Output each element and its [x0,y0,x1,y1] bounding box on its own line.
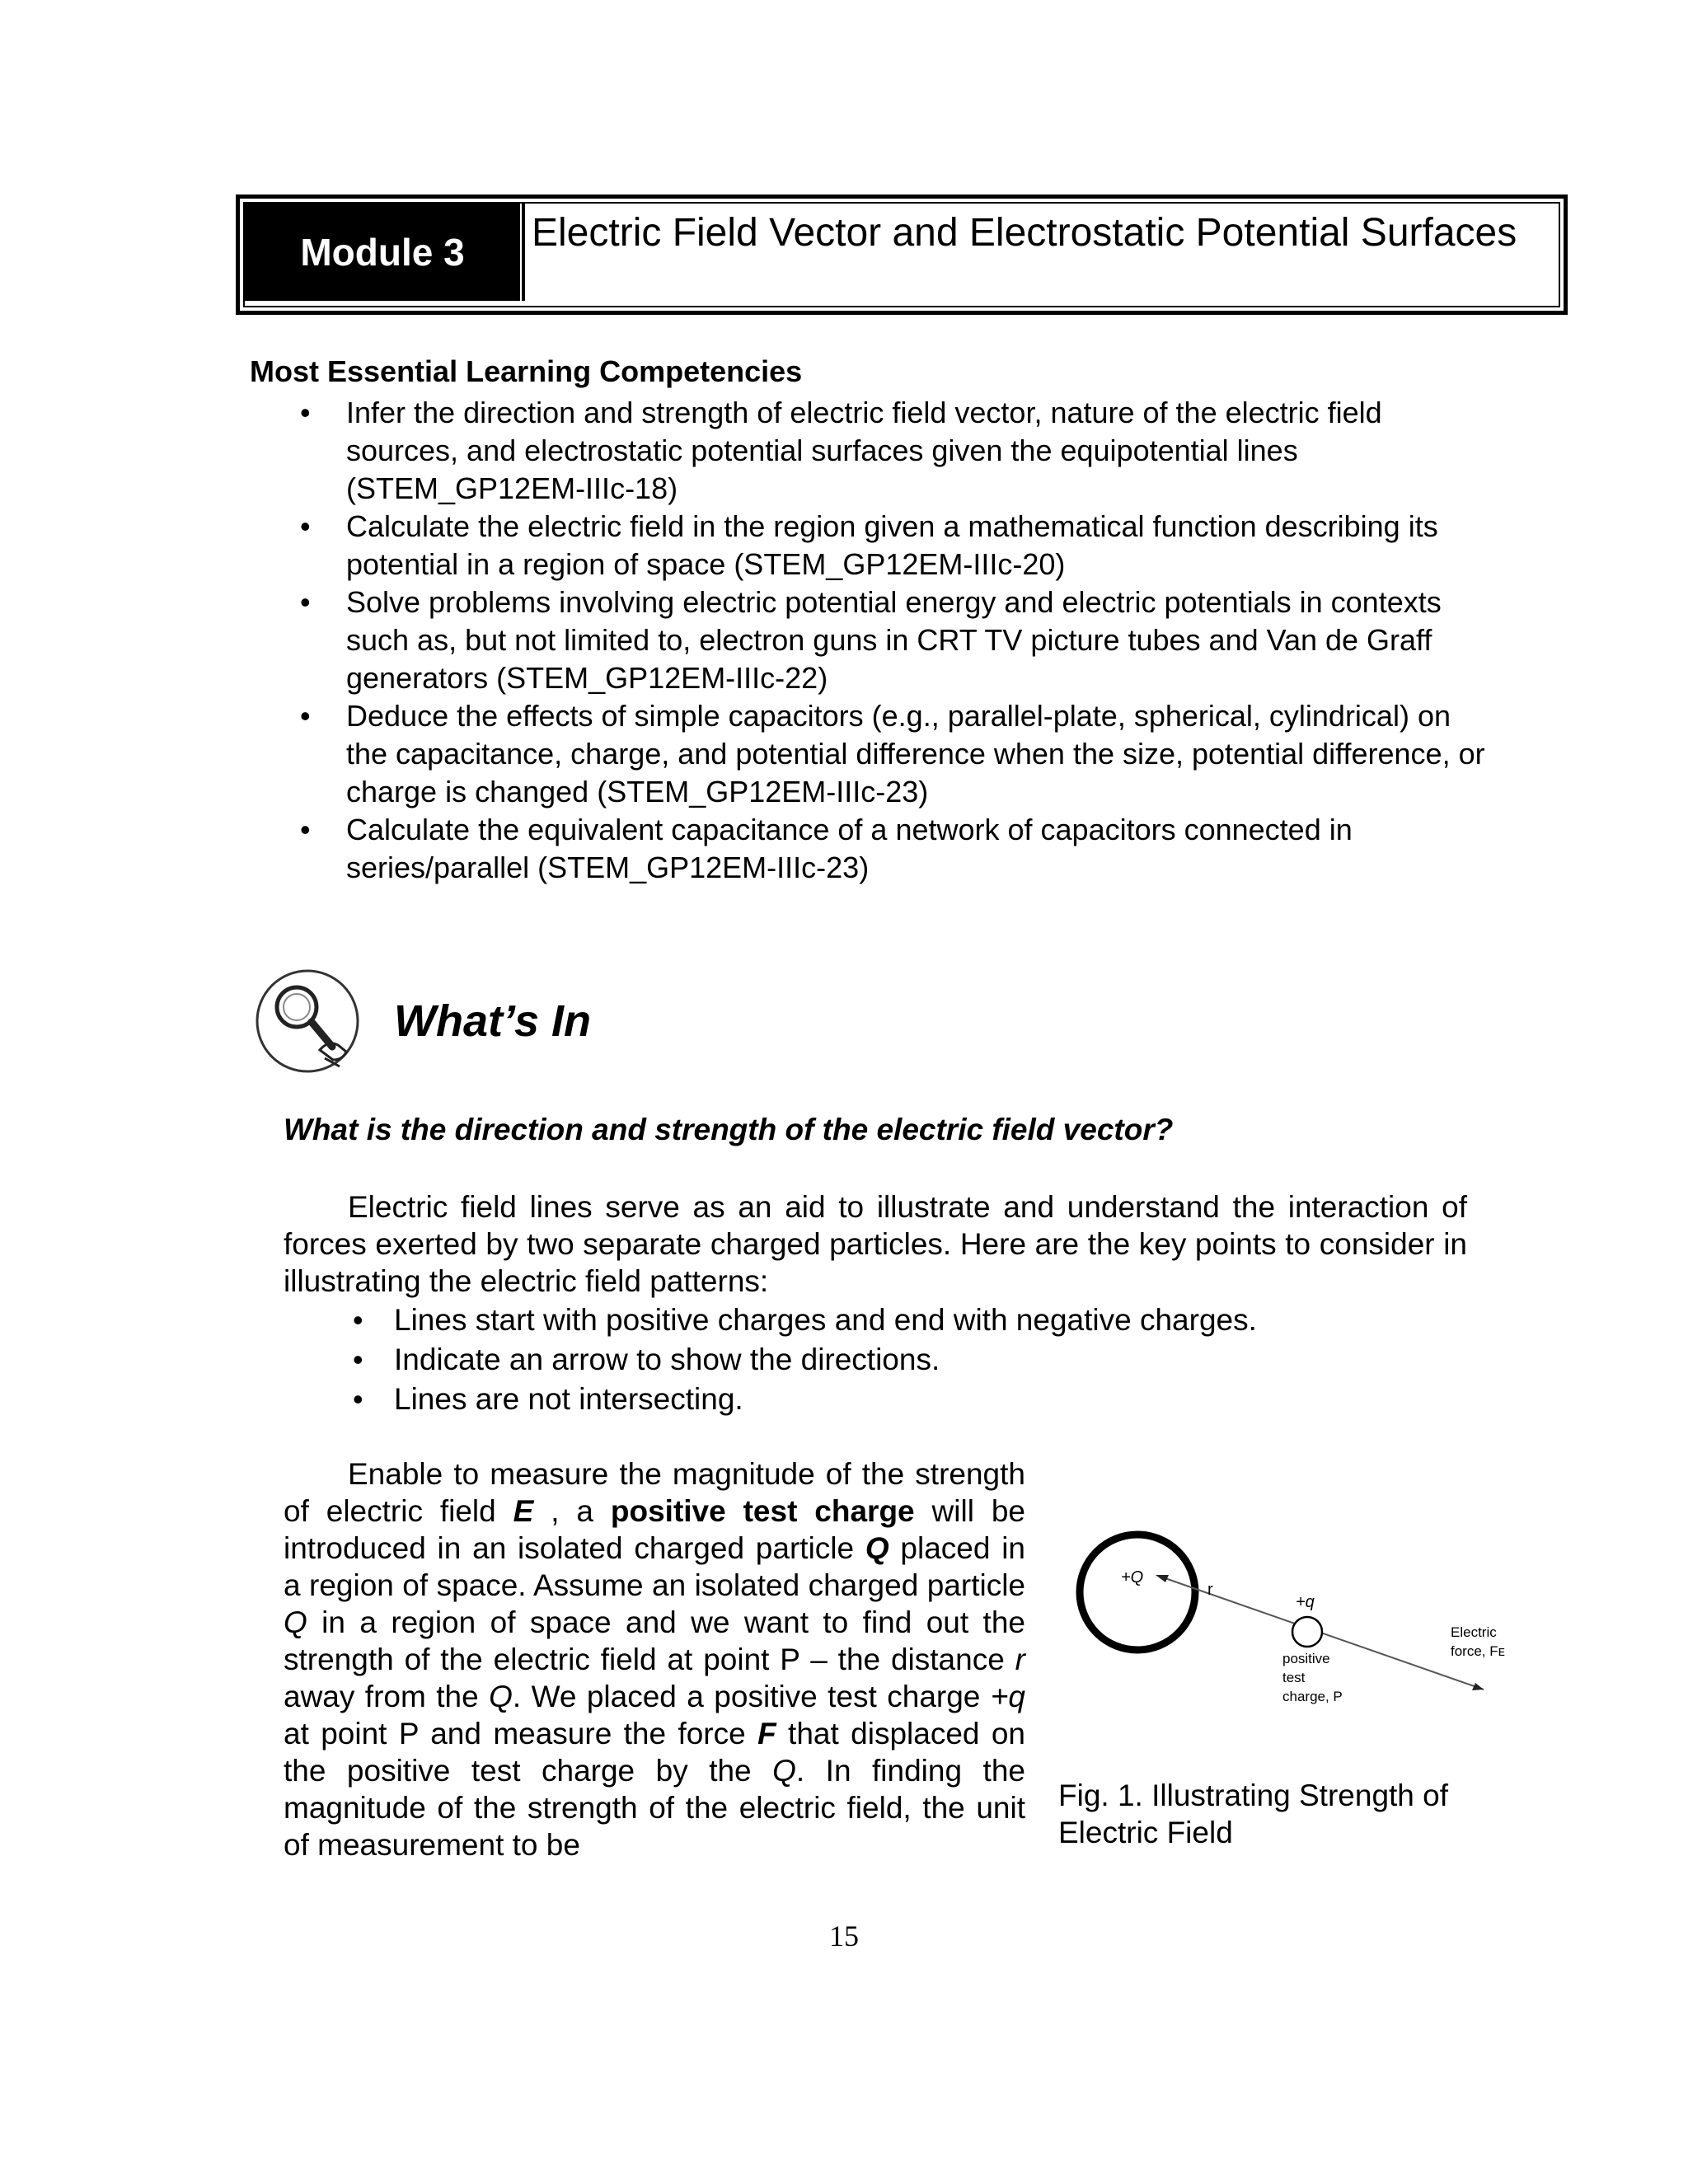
intro-paragraph: Electric field lines serve as an aid to illustrate and understand the interaction of forces exerted by two separate charged particles. Here are the key points to consider in illustrating the electric field patterns: [284,1190,1467,1298]
r-label: r [1207,1581,1213,1599]
magnifying-glass-icon [254,968,361,1075]
force-label: Electric force, Fᴇ [1451,1624,1505,1659]
bullet-icon: • [300,585,311,619]
melc-list [300,394,1500,887]
bullet-icon: • [300,699,311,733]
module-title: Electric Field Vector and Electrostatic Potential Surfaces [532,211,1517,255]
source-label: +Q [1121,1568,1144,1586]
bullet-icon: • [353,1382,363,1416]
test-charge-circle [1292,1617,1322,1647]
arrowhead-icon [1472,1683,1484,1690]
body-paragraph: Enable to measure the magnitude of the strength of electric field E , a positive test charge will be introduced in an isolated charged particle Q placed in a region of space. Assume an isolated charged particle Q in a region of space and we want to find out the strength of the electric field at point P – the distance r away from the Q. We placed a positive test charge +q at point P and measure the force F that displaced on the positive test charge by the Q. In finding the magnitude of the strength of the electric field, the unit of measurement to be [284,1457,1026,1862]
key-point-item: • Lines start with positive charges and end with negative charges. [394,1301,1465,1340]
key-point-item: • Lines are not intersecting. [394,1380,1465,1419]
melc-item: • Infer the direction and strength of electric field vector, nature of the electric field sources, and electrostatic potential surfaces given the equipotential lines (STEM_GP12EM-IIIc-18) [300,396,1382,505]
test-label: +q [1296,1593,1315,1611]
section-question: What is the direction and strength of the electric field vector? [284,1113,1174,1146]
bullet-icon: • [300,509,311,543]
page-number: 15 [829,1919,859,1952]
figure-caption: Fig. 1. Illustrating Strength of Electric Field [1058,1779,1449,1849]
bullet-icon: • [300,813,311,846]
module-header [236,194,1568,315]
bullet-icon: • [353,1303,363,1337]
test-caption: positive test charge, P [1282,1651,1343,1704]
melc-item: • Calculate the electric field in the region given a mathematical function describing its potential in a region of space (STEM_GP12EM-IIIc-20) [300,509,1438,581]
section-title: What’s In [394,996,592,1046]
melc-item: • Calculate the equivalent capacitance of a network of capacitors connected in series/parallel (STEM_GP12EM-IIIc-23) [300,813,1353,884]
bullet-icon: • [300,396,311,429]
electric-field-figure [1063,1500,1525,1722]
key-point-item: • Indicate an arrow to show the directions. [394,1340,1465,1380]
melc-item: • Solve problems involving electric potential energy and electric potentials in contexts such as, but not limited to, electron guns in CRT TV picture tubes and Van de Graff generators (STEM_GP12EM-IIIc-22) [300,585,1442,695]
module-divider [522,204,525,301]
melc-item: • Deduce the effects of simple capacitors (e.g., parallel-plate, spherical, cylindrical) on the capacitance, charge, and potential difference when the size, potential difference, or charge is changed (STEM_GP12EM-IIIc-23) [300,699,1485,808]
arrowhead-icon [1156,1575,1169,1582]
melc-heading: Most Essential Learning Competencies [250,354,803,388]
source-charge-circle [1080,1535,1195,1650]
bullet-icon: • [353,1343,363,1376]
module-label: Module 3 [245,204,520,301]
key-points-list [353,1301,1465,1419]
